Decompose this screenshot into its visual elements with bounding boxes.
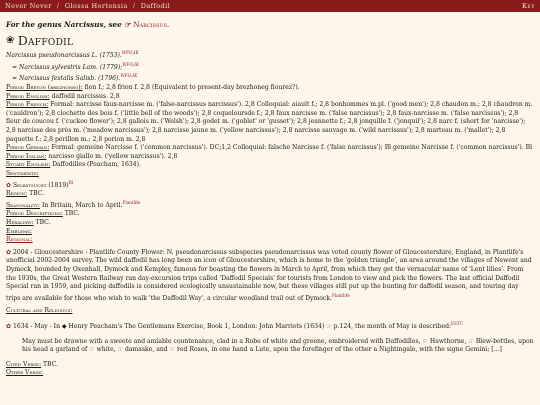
stuart-english-line: Stuart English: Daffodilles (Peacham, 1634). <box>6 161 141 169</box>
breadcrumb-never-never[interactable]: Never Never <box>5 2 52 10</box>
rose-bullet-icon: ✿ <box>6 181 12 189</box>
source-ref[interactable]: ESTC <box>451 321 463 326</box>
latin-synonym-line: = Narcissus sylvestris Lam. (1779);$^{WFO;IK}$ <box>12 61 140 71</box>
main-content <box>0 12 540 378</box>
source-ref[interactable]: WFO;IK <box>120 73 138 79</box>
cultural-paragraph: ✿ 1634 - May - In ◆ Henry Peacham's The Gentlemans Exercise, Book 1, London: John Marriots (1634) ☞ p.124, the month of May is described:$^{ESTC}$ <box>6 321 463 331</box>
breadcrumb <box>5 2 172 10</box>
breadcrumb-separator: / <box>132 2 136 10</box>
period-english-line: Period English: daffodil narcissus. 2,8 <box>6 92 120 100</box>
intro-text: For the genus Narcissus, see <box>6 20 122 29</box>
hand-pointing-icon: ☞ <box>124 20 131 29</box>
seasonality-line: Seasonality: In Britain, March to April.$^{Plantlife}$ <box>6 199 141 209</box>
latin-name-line: Narcissus pseudonarcissus L. (1753).$^{WFO;IK}$ <box>6 50 139 60</box>
daffodil-flower-icon: ❀ <box>6 34 15 46</box>
region-line: Region: TBC. <box>6 190 45 198</box>
latin-synonym-line: = Narcissus festalis Salisb. (1796).$^{WFO;IK}$ <box>12 73 138 83</box>
period-breton-line: Period Breton (brezhoneg): fion f.; 2,8 frion f. 2,8 (Equivalent to present-day brezhoneg fiourez?). <box>6 84 300 92</box>
cultural-heading: Cultural and Religious: <box>6 307 73 315</box>
breadcrumb-current-page: Daffodil <box>140 2 171 10</box>
other-verse-heading: Other Verse: <box>6 369 44 377</box>
source-ref[interactable]: WFO;IK <box>121 50 139 56</box>
page-title: Daffodil <box>17 32 74 48</box>
regional-heading: Regional: <box>6 236 33 244</box>
breadcrumb-separator: / <box>56 2 60 10</box>
source-ref[interactable]: Plantlife <box>331 292 350 298</box>
block-quote: May must be drawne with a sweete and amiable countenance, clad in a Robe of white and greene, embroidered with Daffodilles, ☞ Hawthorne, ☞ Blew-bottles, upon his head a garland of ☞ white, ☞ damaske, and ☞ red Roses, in one hand a Lute, upon the forefinger of the other a Nightingale, with the signe Gemini; [...] <box>22 337 534 354</box>
period-descriptions-line: Period Descriptions: TBC. <box>6 210 80 218</box>
top-navigation-bar <box>0 0 540 12</box>
sentiment-item: ✿ Selbstsucht $(1819)^{Bl}$ <box>6 179 74 189</box>
breadcrumb-glossa-hortensia[interactable]: Glossa Hortensia <box>64 2 128 10</box>
cited-verse-line: Cited Verse: TBC. <box>6 360 59 368</box>
rose-bullet-icon: ✿ <box>6 323 12 331</box>
key-link[interactable]: Key <box>521 2 535 10</box>
regional-paragraph: ✿ 2004 - Gloucestershire - Plantlife County Flower: N. pseudonarcissus subspecies pseudonarcissus was voted county flower of Gloucestershire, England, in Plantlife's unofficial 2002-2004 survey. The wild daffodil has long been an icon of Gloucestershire, which is home to the 'golden triangle', an area around the villages of Newent and Dymock, bounded by Oxenhall, Dymock and Kempley, famous for boasting the flowers in March to April, from which they get the vernacular name of 'Lent lilies'. From the 1930s, the Great Western Railway ran day-excursion trips called 'Daffodil Specials' for tourists from London to view and pick the flowers. The last official Daffodil Special ran in 1959, and picking daffodils is considered ecologically unsustainable now, but these villages still put up the bunting for daffodil season, and touring day trips are available for those who wish to walk 'the Daffodil Way', a circular woodland trail out of Dymock.$^{Plantlife}$ <box>6 248 532 302</box>
rose-bullet-icon: ✿ <box>6 248 12 256</box>
source-ref[interactable]: Plantlife <box>122 199 141 205</box>
period-italian-line: Period Italian: narcisso giallo m. ('yellow narcissus'). 2,8 <box>6 152 178 160</box>
genus-intro <box>6 21 534 30</box>
sentiments-heading: Sentiments: <box>6 170 39 177</box>
heraldry-line: Heraldry: TBC. <box>6 219 51 227</box>
period-german-line: Period German: Formal: gemeine Narcisse f. ('common narcissus'). DC;1,2 Colloquial: falsche Narcisse f. ('false narcissus'); Bl gemeine Narcisse f. ('common narcissus'). Bl <box>6 144 533 152</box>
narcissus-link[interactable]: Narcissus. <box>133 20 170 29</box>
entry-heading <box>6 32 534 48</box>
source-ref[interactable]: WFO;IK <box>122 61 140 67</box>
emblems-heading: Emblems: <box>6 227 32 235</box>
source-ref[interactable]: Bl <box>68 179 74 185</box>
period-french-line: Period French: Formal: narcisse faux-narcisse m. ('false-narcissus narcissus'). 2,8 Colloquial: aiault f.; 2,8 bonhommes m.pl. ('good men'); 2,8 chaudon m.; 2,8 chaudron m. ('cauldron'); 2,8 clochette des bois f. ('little bell of the woods'); 2,8 coqueloursde f.; 2,8 faux narcisse m. ('false narcissus'); 2,8 faux-narcisse m. ('false narcissus'); 2,8 fleur de coucou f. ('cuckoo flower'); 2,8 gallois m. ('Welsh'); 2,8 godet m. ('goblet' or 'gusset'); 2,8 jeannette f.; 2,8 jonquille f. ('jonquil'); 2,8 narc f. (short for 'narcisse'); 2,8 narcisse des près m. ('meadow narcissus'); 2,8 narcisse jaune m. ('yellow narcissus'); 2,8 narcisse sauvage m. ('wild narcissus'); 2,8 marteau m. ('mallet'); 2,8 paquette f.; 2,8 perillon m.; 2,8 porion m. 2,8 <box>6 101 533 143</box>
